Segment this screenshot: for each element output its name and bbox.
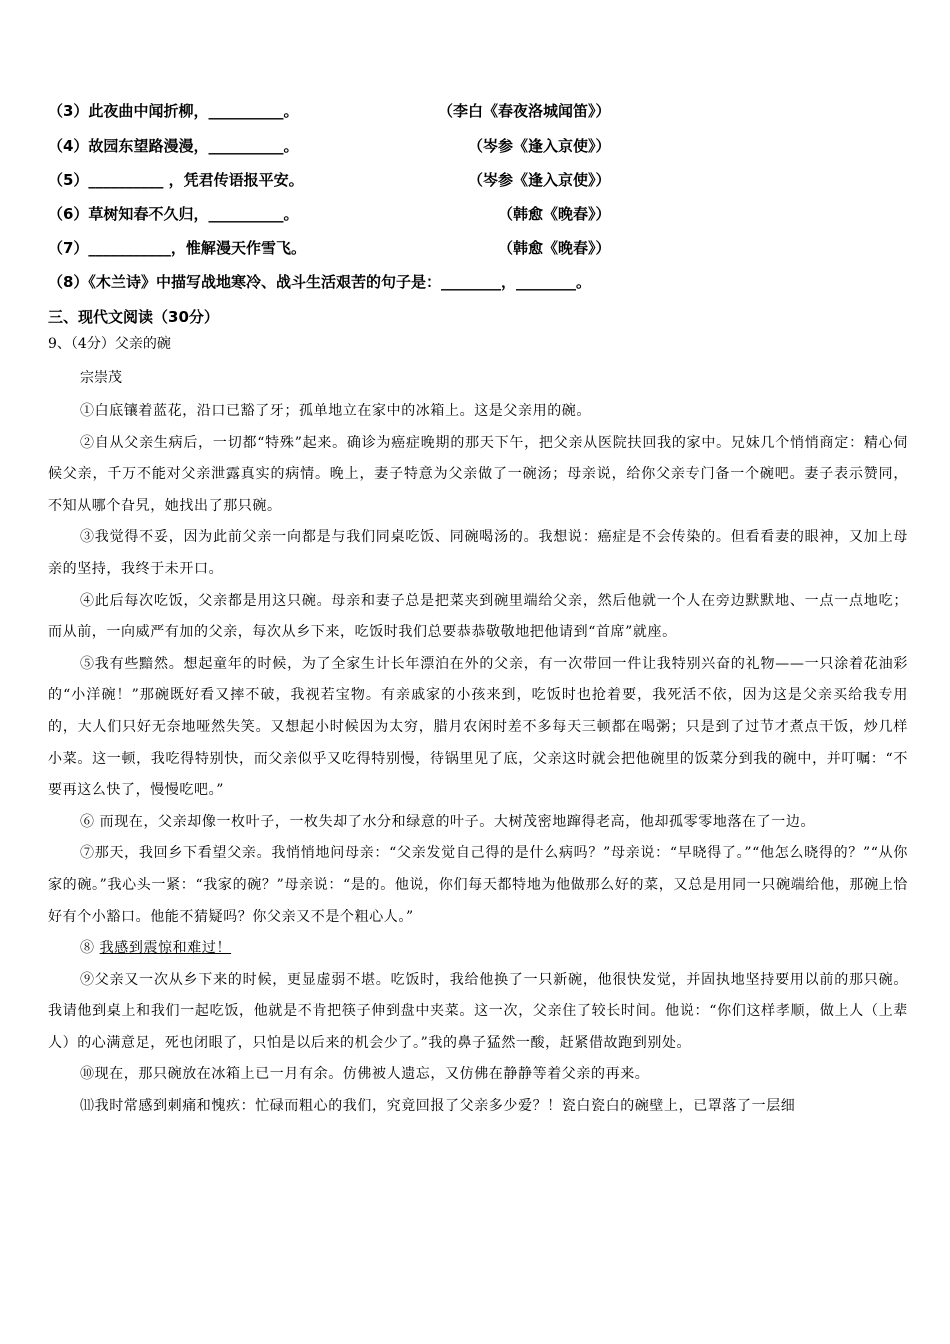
paragraph-2: ②自从父亲生病后，一切都“特殊”起来。确诊为癌症晚期的那天下午，把父亲从医院扶回我的家中。兄妹几个悄悄商定：精心伺候父亲，千万不能对父亲泄露真实的病情。晚上，妻子特意为父亲做了一碗汤；母亲说，给你父亲专门备一个碗吧。妻子表示赞同，不知从哪个旮旯，她找出了那只碗。 [48, 434, 908, 514]
paragraph-5: ⑤我有些黯然。想起童年的时候，为了全家生计长年漂泊在外的父亲，有一次带回一件让我特别兴奋的礼物——一只涂着花油彩的“小洋碗！”那碗既好看又摔不破，我视若宝物。有亲戚家的小孩来到，吃饭时也抢着要，我死活不依，因为这是父亲买给我专用的，大人们只好无奈地哑然失笑。又想起小时候因为太穷，腊月农闲时差不多每天三顿都在喝粥；只是到了过节才煮点干饭，炒几样小菜。这一顿，我吃得特别快，而父亲似乎又吃得特别慢，待锅里见了底，父亲这时就会把他碗里的饭菜分到我的碗中，并叮嘱：“不要再这么快了，慢慢吃吧。” [48, 655, 908, 799]
poem-line-6 [48, 203, 611, 225]
paragraph-1: ①白底镶着蓝花，沿口已豁了牙；孤单地立在家中的冰箱上。这是父亲用的碗。 [80, 403, 591, 419]
poem-source: （李白《春夜洛城闻笛》） [438, 102, 611, 120]
paragraph-4: ④此后每次吃饭，父亲都是用这只碗。母亲和妻子总是把菜夹到碗里端给父亲，然后他就一个人在旁边默默地、一点一点地吃；而从前，一向威严有加的父亲，每次从乡下来，吃饭时我们总要恭恭敬敬地把他请到“首席”就座。 [48, 592, 908, 641]
poem-source: （岑参《逢入京使》） [468, 171, 611, 189]
poem-source: （岑参《逢入京使》） [468, 137, 611, 155]
poem-line-7 [48, 237, 611, 259]
paragraph-11: ⑾我时常感到刺痛和愧疚：忙碌而粗心的我们，究竟回报了父亲多少爱？！瓷白瓷白的碗壁上，已罩落了一层细 [80, 1098, 796, 1115]
paragraph-8 [48, 933, 908, 965]
poem-line-8 [48, 271, 591, 293]
paragraph-8-text: 我感到震惊和难过！ [99, 940, 232, 957]
poem-line-3 [48, 100, 611, 122]
poem-text: （3）此夜曲中闻折柳，__________。 [48, 102, 299, 120]
section-title: 三、现代文阅读（30分） [48, 308, 219, 326]
poem-line-4 [48, 135, 611, 157]
question-heading: 9、（4分）父亲的碗 [48, 336, 171, 352]
paragraph-10: ⑩现在，那只碗放在冰箱上已一月有余。仿佛被人遗忘，又仿佛在静静等着父亲的再来。 [80, 1066, 650, 1083]
poem-text: （4）故园东望路漫漫，__________。 [48, 137, 299, 155]
poem-text: （5）__________ ，凭君传语报平安。 [48, 171, 304, 189]
article-author: 宗崇茂 [80, 370, 122, 386]
poem-source: （韩愈《晚春》） [498, 239, 611, 257]
poem-text: （6）草树知春不久归，__________。 [48, 205, 299, 223]
paragraph-6: ⑥ 而现在，父亲却像一枚叶子，一枚失却了水分和绿意的叶子。大树茂密地蹿得老高，他却孤零零地落在了一边。 [80, 813, 816, 830]
paragraph-3: ③我觉得不妥，因为此前父亲一向都是与我们同桌吃饭、同碗喝汤的。我想说：癌症是不会传染的。但看看妻的眼神，又加上母亲的坚持，我终于未开口。 [48, 529, 908, 577]
poem-text: （8）《木兰诗》中描写战地寒冷、战斗生活艰苦的句子是：________，________。 [48, 273, 591, 291]
paragraph-8-number: ⑧ [80, 940, 100, 957]
poem-line-5 [48, 169, 611, 191]
article-body [48, 396, 908, 1123]
paragraph-7: ⑦那天，我回乡下看望父亲。我悄悄地问母亲：“父亲发觉自己得的是什么病吗？”母亲说：“早晓得了。”“他怎么晓得的？”“从你家的碗。”我心头一紧：“我家的碗？”母亲说：“是的。他说，你们每天都特地为他做那么好的菜，又总是用同一只碗端给他，那碗上恰好有个小豁口。他能不猜疑吗？你父亲又不是个粗心人。” [48, 845, 908, 925]
poem-source: （韩愈《晚春》） [498, 205, 611, 223]
paragraph-9: ⑨父亲又一次从乡下来的时候，更显虚弱不堪。吃饭时，我给他换了一只新碗，他很快发觉，并固执地坚持要用以前的那只碗。我请他到桌上和我们一起吃饭，他就是不肯把筷子伸到盘中夹菜。这一次，父亲住了较长时间。他说：“你们这样孝顺，做上人（上辈人）的心满意足，死也闭眼了，只怕是以后来的机会少了。”我的鼻子猛然一酸，赶紧借故跑到别处。 [48, 971, 908, 1051]
poem-text: （7）___________，惟解漫天作雪飞。 [48, 239, 306, 257]
